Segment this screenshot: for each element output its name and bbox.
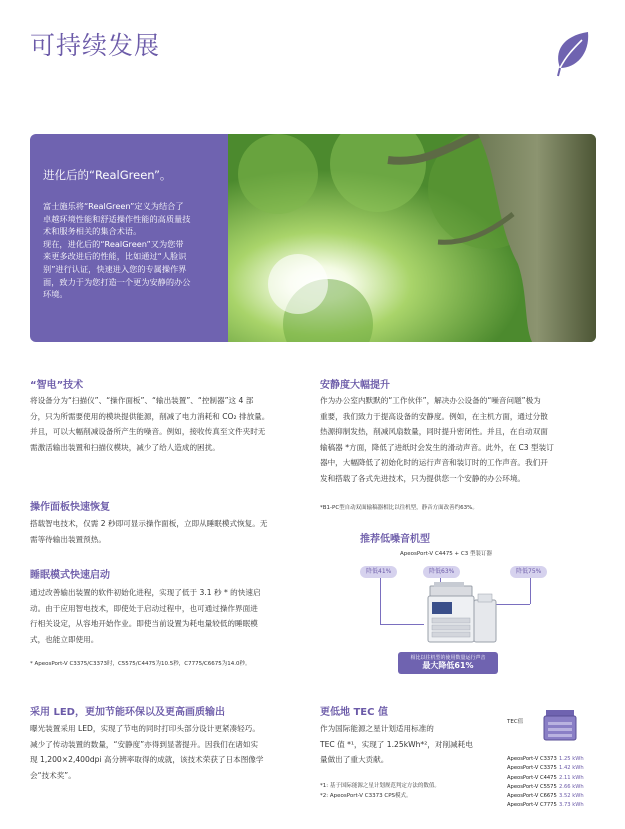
quiet-title: 安静度大幅提升 [320, 380, 390, 391]
leaf-icon [552, 30, 592, 78]
panel-recovery-title: 操作面板快速恢复 [30, 502, 110, 513]
table-row: ApeosPort-V C3375 1.42 kWh [507, 765, 584, 772]
badge-reduce-75: 降低75% [510, 566, 547, 578]
smart-power-body: 将设备分为“扫描仪”、“操作面板”、“输出装置”、“控制器”这 4 部 分，只为所需要使用的模块提供能源，削减了电力消耗和 CO₂ 排放量。 并且，可以大幅削减设备所产生的噪音。例如，接收传真至文件夹时无 需激活输出装置和扫描仪模块，减少了给人造成的困扰。 [30, 396, 270, 452]
hero-title: 进化后的“RealGreen”。 [43, 168, 172, 182]
table-row: ApeosPort-V C4475 2.11 kWh [507, 774, 584, 781]
connector-line [496, 604, 530, 605]
connector-line [380, 578, 381, 624]
led-body: 曝光装置采用 LED，实现了节电的同时打印头部分设计更紧凑轻巧。 减少了传动装置的数量，“安静度”亦得到显著提升。因我们在诸如实 现 1,200×2,400dpi 高分辨率取得的成就，该技术荣获了日本图像学 会“技术奖”。 [30, 724, 264, 780]
recommend-title: 推荐低噪音机型 [360, 534, 430, 545]
forest-photo [228, 134, 596, 342]
panel-recovery-body: 搭载智电技术，仅需 2 秒即可显示操作面板，立即从睡眠模式恢复。无 需等待输出装置预热。 [30, 519, 268, 544]
sleep-boot-note: * ApeosPort-V C3375/C3373时，C5575/C4475为10.5秒，C7775/C6675为14.0秒。 [30, 661, 251, 667]
tec-printer-image [540, 706, 580, 742]
recommend-model-label: ApeosPort-V C4475 + C3 型装订器 [400, 551, 492, 557]
table-row: ApeosPort-V C6675 3.52 kWh [507, 793, 584, 800]
tec-table [507, 755, 584, 811]
tec-notes: *1: 基于国际能源之星计划规范判定方法的数值。 *2: ApeosPort-V C3373 CPS模式。 [320, 783, 440, 799]
hero-text-panel [30, 134, 228, 342]
table-row: ApeosPort-V C3373 1.25 kWh [507, 756, 584, 762]
quiet-note: *B1-PC型自动双面输稿器相比以往机型，静音方面改善约63%。 [320, 505, 478, 511]
noise-reduction-callout: 相比以往机型的使用数量运行声音 最大降低61% [398, 652, 498, 674]
tec-body: 作为国际能源之星计划适用标准的 TEC 值 *¹，实现了 1.25kWh*²，对削减耗电 量做出了重大贡献。 [320, 724, 473, 764]
badge-reduce-63: 降低63% [423, 566, 460, 578]
table-row: ApeosPort-V C5575 2.66 kWh [507, 783, 584, 790]
connector-line [530, 578, 531, 604]
badge-reduce-41: 降低41% [360, 566, 397, 578]
table-row: ApeosPort-V C7775 3.73 kWh [507, 802, 584, 809]
connector-line [380, 624, 424, 625]
quiet-body: 作为办公室内默默的“工作伙伴”，解决办公设备的“噪音问题”极为 重要，我们致力于提高设备的安静度。例如，在主机方面，通过分散 热源抑制发热，削减风扇数量，同时提升密闭性。并且，在自动双面 输稿器 *方面，降低了进纸时会发生的滑动声音。此外，在 C3 型装订 器中，大幅降低了初始化时的运行声音和装订时的工作声音。我们开 发和搭载了各式先进技术，只为提供您一个安静的办公环境。 [320, 396, 554, 483]
sleep-boot-body: 通过改善输出装置的软件初始化进程，实现了低于 3.1 秒 * 的快速启 动。由于应用智电技术，即使处于启动过程中，也可通过操作界面进 行相关设定，从容地开始作业。即使当前设置为耗电量较低的睡眠模 式，也能立即使用。 [30, 588, 261, 644]
sleep-boot-title: 睡眠模式快速启动 [30, 570, 110, 581]
hero-body: 富士施乐将“RealGreen”定义为结合了 卓越环境性能和舒适操作性能的高质量技 术和服务相关的集合术语。 现在，进化后的“RealGreen”又为您带 来更多改进后的性能，比如通过“人脸识 别”进行认证，快速进入您的专属操作界 面，致力于为您打造一个更为安静的办公 环境。 [43, 201, 191, 300]
tec-table-label: TEC值 [507, 719, 524, 725]
tec-title: 更低地 TEC 值 [320, 707, 388, 718]
smart-power-title: “智电”技术 [30, 380, 84, 391]
page-title: 可持续发展 [30, 31, 161, 60]
hero-banner [30, 134, 596, 342]
printer-image [420, 580, 500, 646]
led-title: 采用 LED，更加节能环保以及更高画质输出 [30, 707, 225, 718]
